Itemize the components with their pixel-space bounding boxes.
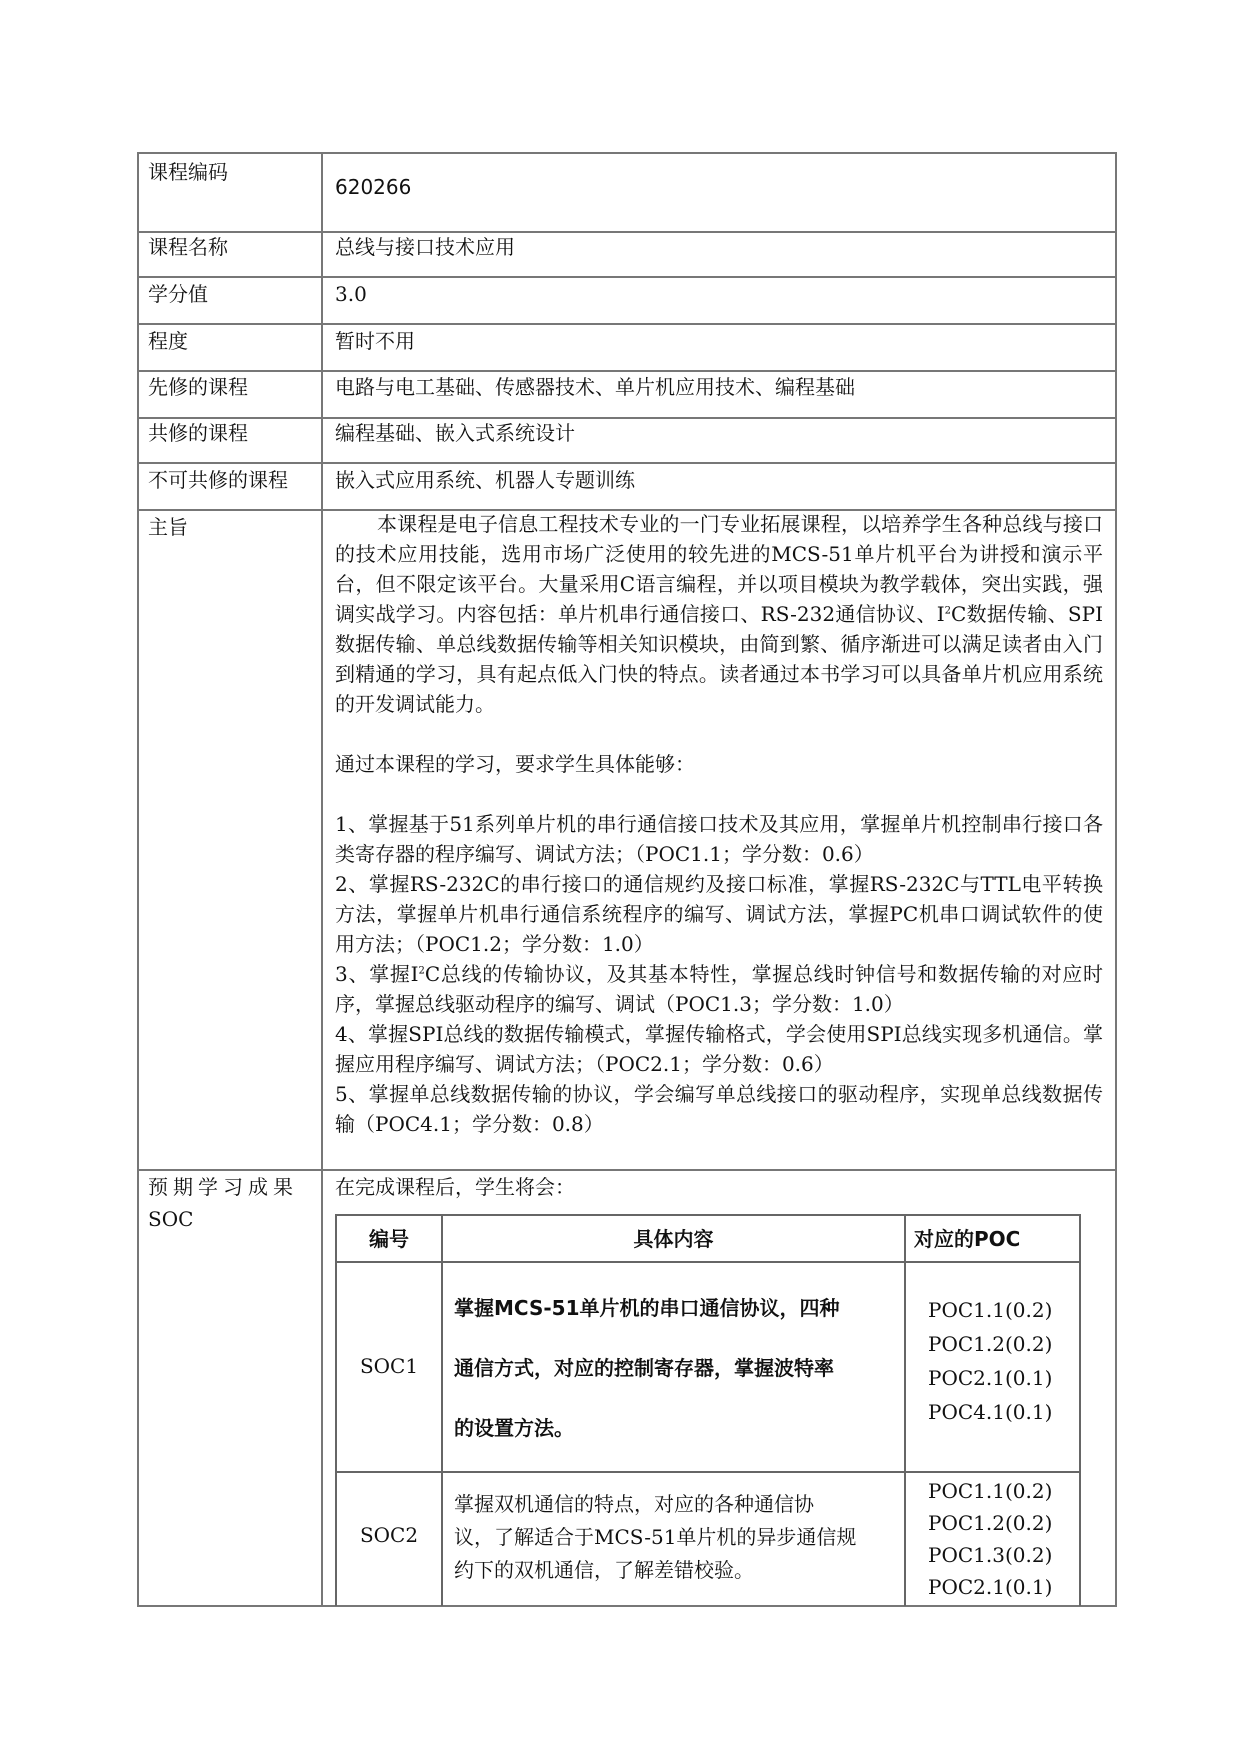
label-soc-abbr: SOC bbox=[148, 1207, 194, 1231]
soc1-content: 掌握MCS-51单片机的串口通信协议，四种 通信方式，对应的控制寄存器，掌握波特率 的设置方法。 bbox=[454, 1296, 840, 1440]
value-corequisites: 编程基础、嵌入式系统设计 bbox=[335, 421, 575, 445]
aim-item-3: 3、掌握$I^2C$总线的传输协议，及其基本特性，掌握总线时钟信号和数据传输的对应时序，掌握总线驱动程序的编写、调试（POC1.3；学分数：1.0） bbox=[335, 962, 1103, 1016]
header-poc: 对应的POC bbox=[914, 1227, 1021, 1251]
label-course-name: 课程名称 bbox=[148, 235, 228, 259]
label-exclusions: 不可共修的课程 bbox=[148, 468, 288, 492]
aim-intro: 本课程是电子信息工程技术专业的一门专业拓展课程，以培养学生各种总线与接口的技术应用技能，选用市场广泛使用的较先进的MCS-51单片机平台为讲授和演示平台，但不限定该平台。大量采用C语言编程，并以项目模块为教学载体，突出实践，强调实战学习。内容包括：单片机串行通信接口、RS-232通信协议、$I^2C$数据传输、SPI数据传输、单总线数据传输等相关知识模块，由简到繁、循序渐进可以满足读者由入门到精通的学习，具有起点低入门快的特点。读者通过本书学习可以具备单片机应用系统的开发调试能力。 bbox=[335, 512, 1103, 716]
value-course-code: 620266 bbox=[335, 175, 412, 199]
soc-lead: 在完成课程后，学生将会： bbox=[335, 1175, 575, 1199]
label-course-code: 课程编码 bbox=[148, 160, 228, 184]
label-soc: 预期学习成果 bbox=[148, 1175, 298, 1199]
soc2-content: 掌握双机通信的特点，对应的各种通信协 议，了解适合于MCS-51单片机的异步通信规 约下的双机通信，了解差错校验。 bbox=[454, 1492, 857, 1582]
label-aim: 主旨 bbox=[148, 515, 188, 539]
aim-lead: 通过本课程的学习，要求学生具体能够： bbox=[335, 752, 695, 776]
soc2-id: SOC2 bbox=[359, 1523, 419, 1547]
aim-item-4: 4、掌握SPI总线的数据传输模式，掌握传输格式，学会使用SPI总线实现多机通信。掌握应用程序编写、调试方法；（POC2.1；学分数：0.6） bbox=[335, 1022, 1103, 1076]
value-course-name: 总线与接口技术应用 bbox=[335, 235, 515, 259]
aim-item-5: 5、掌握单总线数据传输的协议，学会编写单总线接口的驱动程序，实现单总线数据传输（POC4.1；学分数：0.8） bbox=[335, 1082, 1103, 1136]
header-id: 编号 bbox=[369, 1227, 409, 1251]
soc1-id: SOC1 bbox=[359, 1354, 419, 1378]
label-prerequisites: 先修的课程 bbox=[148, 375, 248, 399]
aim-content bbox=[335, 509, 1103, 1139]
soc1-poc: POC1.1(0.2) POC1.2(0.2) POC2.1(0.1) POC4.1(0.1) bbox=[928, 1298, 1053, 1424]
value-credits: 3.0 bbox=[335, 282, 367, 306]
label-credits: 学分值 bbox=[148, 282, 208, 306]
header-content: 具体内容 bbox=[633, 1227, 714, 1251]
value-prerequisites: 电路与电工基础、传感器技术、单片机应用技术、编程基础 bbox=[335, 375, 855, 399]
label-corequisites: 共修的课程 bbox=[148, 421, 248, 445]
aim-item-2: 2、掌握RS-232C的串行接口的通信规约及接口标准，掌握RS-232C与TTL电平转换方法，掌握单片机串行通信系统程序的编写、调试方法，掌握PC机串口调试软件的使用方法；（POC1.2；学分数：1.0） bbox=[335, 872, 1103, 956]
value-level: 暂时不用 bbox=[335, 329, 415, 353]
soc2-poc: POC1.1(0.2) POC1.2(0.2) POC1.3(0.2) POC2.1(0.1) bbox=[928, 1479, 1053, 1599]
label-level: 程度 bbox=[148, 329, 188, 353]
value-exclusions: 嵌入式应用系统、机器人专题训练 bbox=[335, 468, 635, 492]
aim-item-1: 1、掌握基于51系列单片机的串行通信接口技术及其应用，掌握单片机控制串行接口各类寄存器的程序编写、调试方法；（POC1.1；学分数：0.6） bbox=[335, 812, 1103, 866]
